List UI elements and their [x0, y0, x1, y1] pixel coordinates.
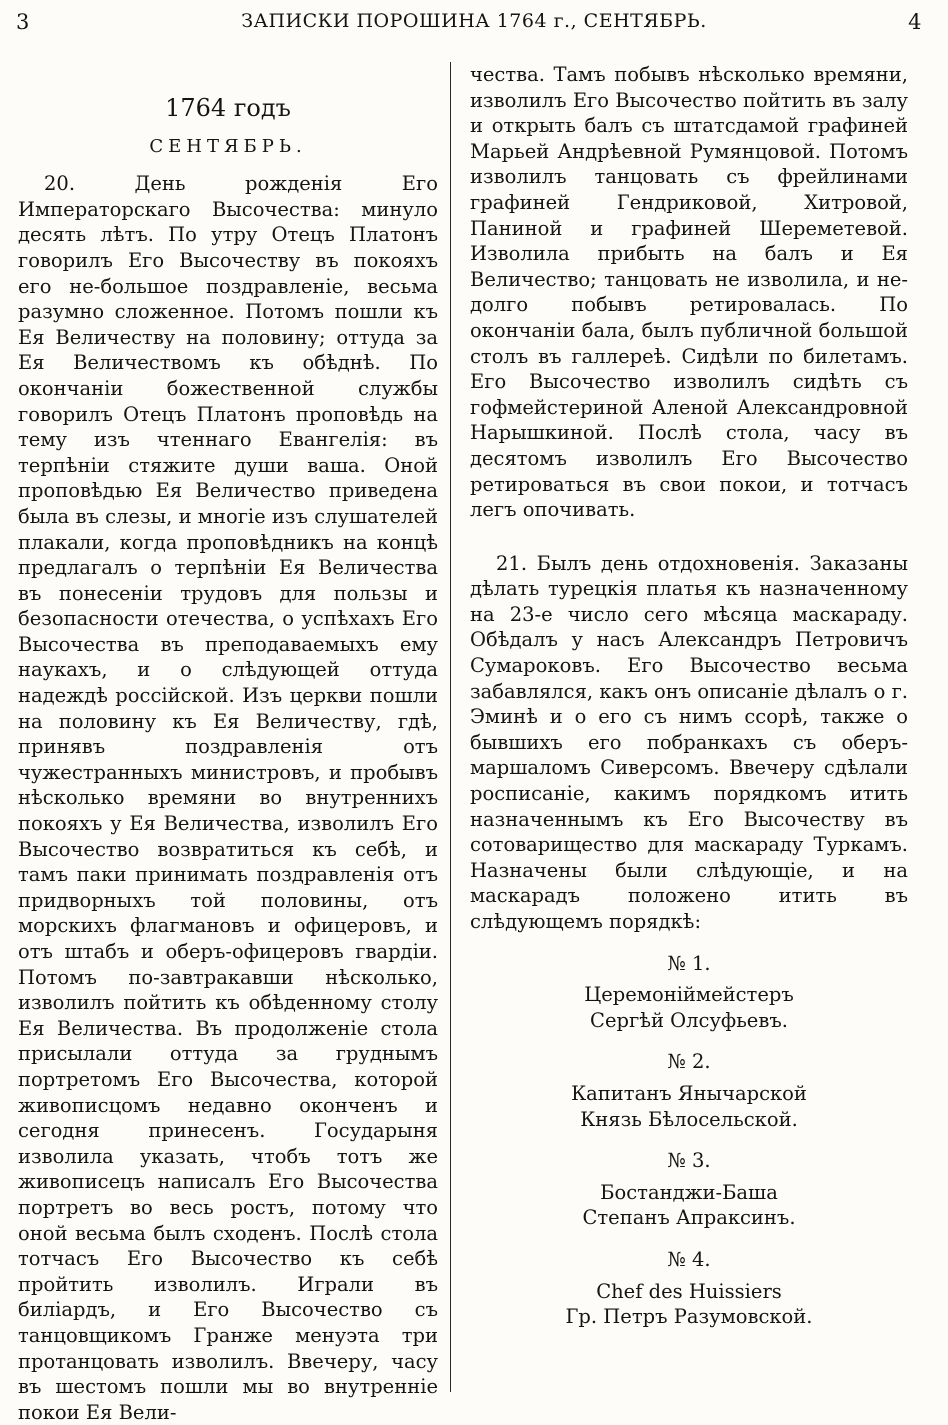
entry-number: № 4. [667, 1247, 711, 1271]
entry-number: № 2. [667, 1050, 711, 1074]
right-column [470, 62, 908, 1330]
entry-number: № 1. [667, 951, 711, 975]
left-column [18, 62, 438, 1425]
entry-role: Церемоніймейстеръ [584, 983, 794, 1007]
entry-role: Капитанъ Янычарской [571, 1081, 807, 1105]
entry-20-continuation: чества. Тамъ побывъ нѣсколько времяни, изволилъ Его Высочество пойтить въ залу и открыть балъ съ штатсдамой графиней Марьей Андрѣевной Румянцовой. Потомъ изволилъ танцовать съ фрейлинами графиней Гендриковой, Хитровой, Паниной и графиней Шереметевой. Изволила прибыть на балъ и Ея Величество; танцовать не изволила, и не-долго побывъ ретировалась. По окончаніи бала, былъ публичной большой столъ въ галлереѣ. Сидѣли по билетамъ. Его Высочество изволилъ сидѣть съ гофмейстериной Аленой Александровной Нарышкиной. Послѣ стола, часу въ десятомъ изволилъ Его Высочество ретироваться въ свои покои, и тотчасъ легъ опочивать. [470, 63, 908, 522]
entry-name: Князь Бѣлосельской. [580, 1107, 798, 1131]
column-divider [450, 62, 451, 1392]
entry-name: Степанъ Апраксинъ. [582, 1206, 796, 1230]
entry-name: Сергѣй Олсуфьевъ. [590, 1008, 788, 1032]
entry-21-text: 21. Былъ день отдохновенія. Заказаны дѣлать турецкія платья къ назначенному на 23-е число сего мѣсяца маскараду. Обѣдалъ у насъ Александръ Петровичъ Сумароковъ. Его Высочество весьма забавлялся, какъ онъ описаніе дѣлалъ о г. Эминѣ и о его съ нимъ ссорѣ, также о бывшихъ его побранкахъ съ оберъ-маршаломъ Сиверсомъ. Ввечеру сдѣлали росписаніе, какимъ порядкомъ итить назначеннымъ къ Его Высочеству въ сотоварищество для маскараду Туркамъ. Назначены были слѣдующіе, и на маскарадъ положено итить въ слѣдующемъ порядкѣ: [470, 551, 908, 933]
entry-role: Бостанджи-Баша [600, 1180, 778, 1204]
year-heading: 1764 годъ [165, 94, 291, 122]
entry-role: Chef des Huissiers [596, 1279, 782, 1303]
masquerade-list [470, 951, 908, 1330]
paragraph-gap [470, 523, 908, 551]
page-number-left: 3 [16, 10, 30, 34]
page-header [0, 10, 948, 40]
entry-number: № 3. [667, 1149, 711, 1173]
entry-name: Гр. Петръ Разумовской. [565, 1305, 813, 1329]
entry-20-text: 20. День рожденія Его Императорскаго Высочества: минуло десять лѣтъ. По утру Отецъ Платонъ говорилъ Его Высочеству въ покояхъ его не-большое поздравленіе, весьма разумно сложенное. Потомъ пошли къ Ея Величеству на половину; оттуда за Ея Величествомъ къ обѣднѣ. По окончаніи божественной службы говорилъ Отецъ Платонъ проповѣдь на тему изъ чтеннаго Евангелія: въ терпѣніи стяжите души ваша. Оной проповѣдью Ея Величество приведена была въ слезы, и многіе изъ слушателей плакали, когда проповѣдникъ на концѣ предлагалъ о терпѣніи Ея Величества въ понесеніи трудовъ для пользы и безопасности отечества, о успѣхахъ Его Высочества въ преподаваемыхъ ему наукахъ, и о слѣдующей оттуда надеждѣ россійской. Изъ церкви пошли на половину къ Ея Величеству, гдѣ, принявъ поздравленія отъ чужестранныхъ министровъ, и пробывъ нѣсколько времяни во внутреннихъ покояхъ у Ея Величества, изволилъ Его Высочество возвратиться къ себѣ, и тамъ паки принимать поздравленія отъ придворныхъ той половины, отъ морскихъ флагмановъ и офицеровъ, и отъ штабъ и оберъ-офицеровъ гвардіи. Потомъ по-завтракавши нѣсколько, изволилъ пойтить къ обѣденному столу Ея Величества. Въ продолженіе стола присылали оттуда за груднымъ портретомъ Его Высочества, которой живописцомъ недавно оконченъ и сегодня принесенъ. Государыня изволила указать, чтобъ тотъ же живописецъ написалъ Его Высочества портретъ во весь ростъ, потому что оной весьма былъ сходенъ. Послѣ стола тотчасъ Его Высочество къ себѣ пройтить изволилъ. Играли въ биліардъ, и Его Высочество съ танцовщикомъ Гранже менуэта три протанцовать изволилъ. Ввечеру, часу въ шестомъ пошли мы во внутренніе покои Ея Вели- [18, 172, 438, 1424]
running-title: ЗАПИСКИ ПОРОШИНА 1764 г., СЕНТЯБРЬ. [241, 10, 707, 32]
page-number-right: 4 [908, 10, 922, 34]
month-heading: СЕНТЯБРЬ. [149, 135, 307, 157]
